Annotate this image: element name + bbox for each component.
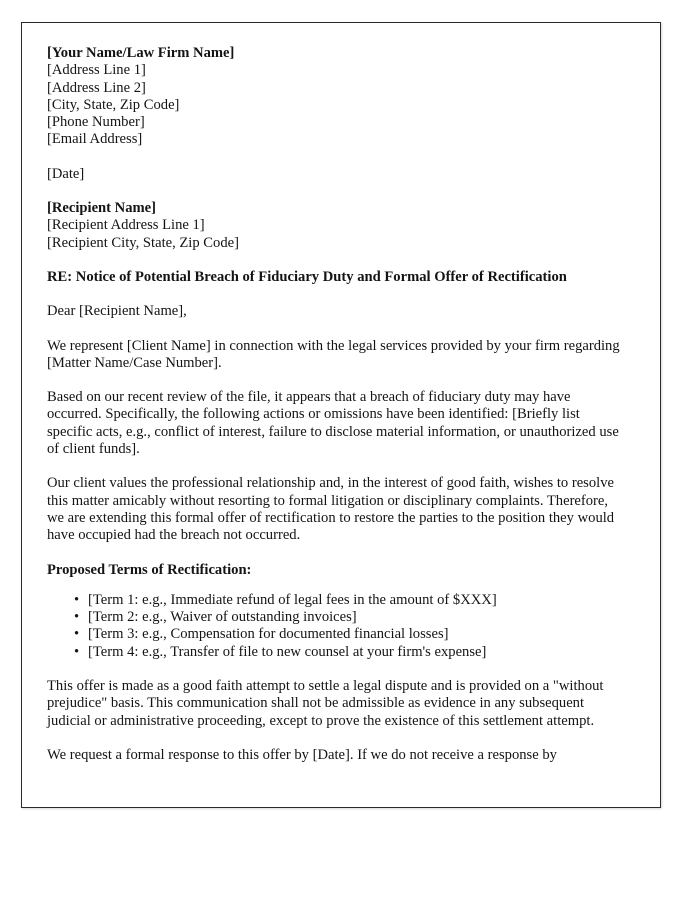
list-item-label: [Term 2: e.g., Waiver of outstanding invoices] — [88, 609, 357, 626]
document-content — [47, 45, 621, 764]
sender-address-line-2: [Address Line 2] — [47, 79, 146, 96]
list-item-label: [Term 1: e.g., Immediate refund of legal fees in the amount of $XXX] — [88, 591, 497, 608]
proposed-terms-list — [47, 592, 621, 661]
list-item — [47, 626, 621, 643]
salutation-line: Dear [Recipient Name], — [47, 303, 187, 320]
bullet-icon: • — [74, 626, 80, 643]
sender-address-line-1: [Address Line 1] — [47, 62, 146, 79]
sender-name-line: [Your Name/Law Firm Name] — [47, 45, 235, 61]
bullet-icon: • — [74, 609, 80, 626]
body-paragraph-2: Based on our recent review of the file, it appears that a breach of fiduciary duty may have occurred. Specifically, the following actions or omissions have been identified: [Briefly list specific acts, e.g., conflict of interest, failure to disclose material information, or unauthorized use of client funds]. — [47, 389, 619, 458]
list-item-label: [Term 4: e.g., Transfer of file to new counsel at your firm's expense] — [88, 643, 487, 660]
response-request-paragraph: We request a formal response to this offer by [Date]. If we do not receive a response by — [47, 746, 557, 763]
bullet-icon: • — [74, 591, 80, 608]
document-sheet — [21, 22, 661, 808]
sender-email-line: [Email Address] — [47, 131, 143, 148]
sender-phone-line: [Phone Number] — [47, 114, 145, 131]
body-paragraph-3: Our client values the professional relationship and, in the interest of good faith, wishes to resolve this matter amicably without resorting to formal litigation or disciplinary complaints. Therefore, we are extending this formal offer of rectification to restore the parties to the position they would have occupied had the breach not occurred. — [47, 475, 615, 544]
sender-address-block — [47, 45, 621, 149]
proposed-terms-heading: Proposed Terms of Rectification: — [47, 561, 252, 578]
recipient-name-line: [Recipient Name] — [47, 200, 157, 217]
bullet-icon: • — [74, 643, 80, 660]
sender-city-state-zip: [City, State, Zip Code] — [47, 96, 180, 113]
body-paragraph-1: We represent [Client Name] in connection with the legal services provided by your firm regarding [Matter Name/Case Number]. — [47, 337, 620, 371]
without-prejudice-paragraph: This offer is made as a good faith attempt to settle a legal dispute and is provided on a "without prejudice" basis. This communication shall not be admissible as evidence in any subsequent judicial or administrative proceeding, except to prove the existence of this settlement attempt. — [47, 678, 604, 729]
list-item — [47, 592, 621, 609]
recipient-address-block — [47, 200, 621, 252]
list-item — [47, 644, 621, 661]
recipient-city-state-zip: [Recipient City, State, Zip Code] — [47, 234, 239, 251]
subject-line: RE: Notice of Potential Breach of Fiduciary Duty and Formal Offer of Rectification — [47, 268, 567, 285]
recipient-address-line-1: [Recipient Address Line 1] — [47, 217, 205, 234]
list-item-label: [Term 3: e.g., Compensation for documented financial losses] — [88, 626, 449, 643]
list-item — [47, 609, 621, 626]
date-line: [Date] — [47, 165, 85, 182]
